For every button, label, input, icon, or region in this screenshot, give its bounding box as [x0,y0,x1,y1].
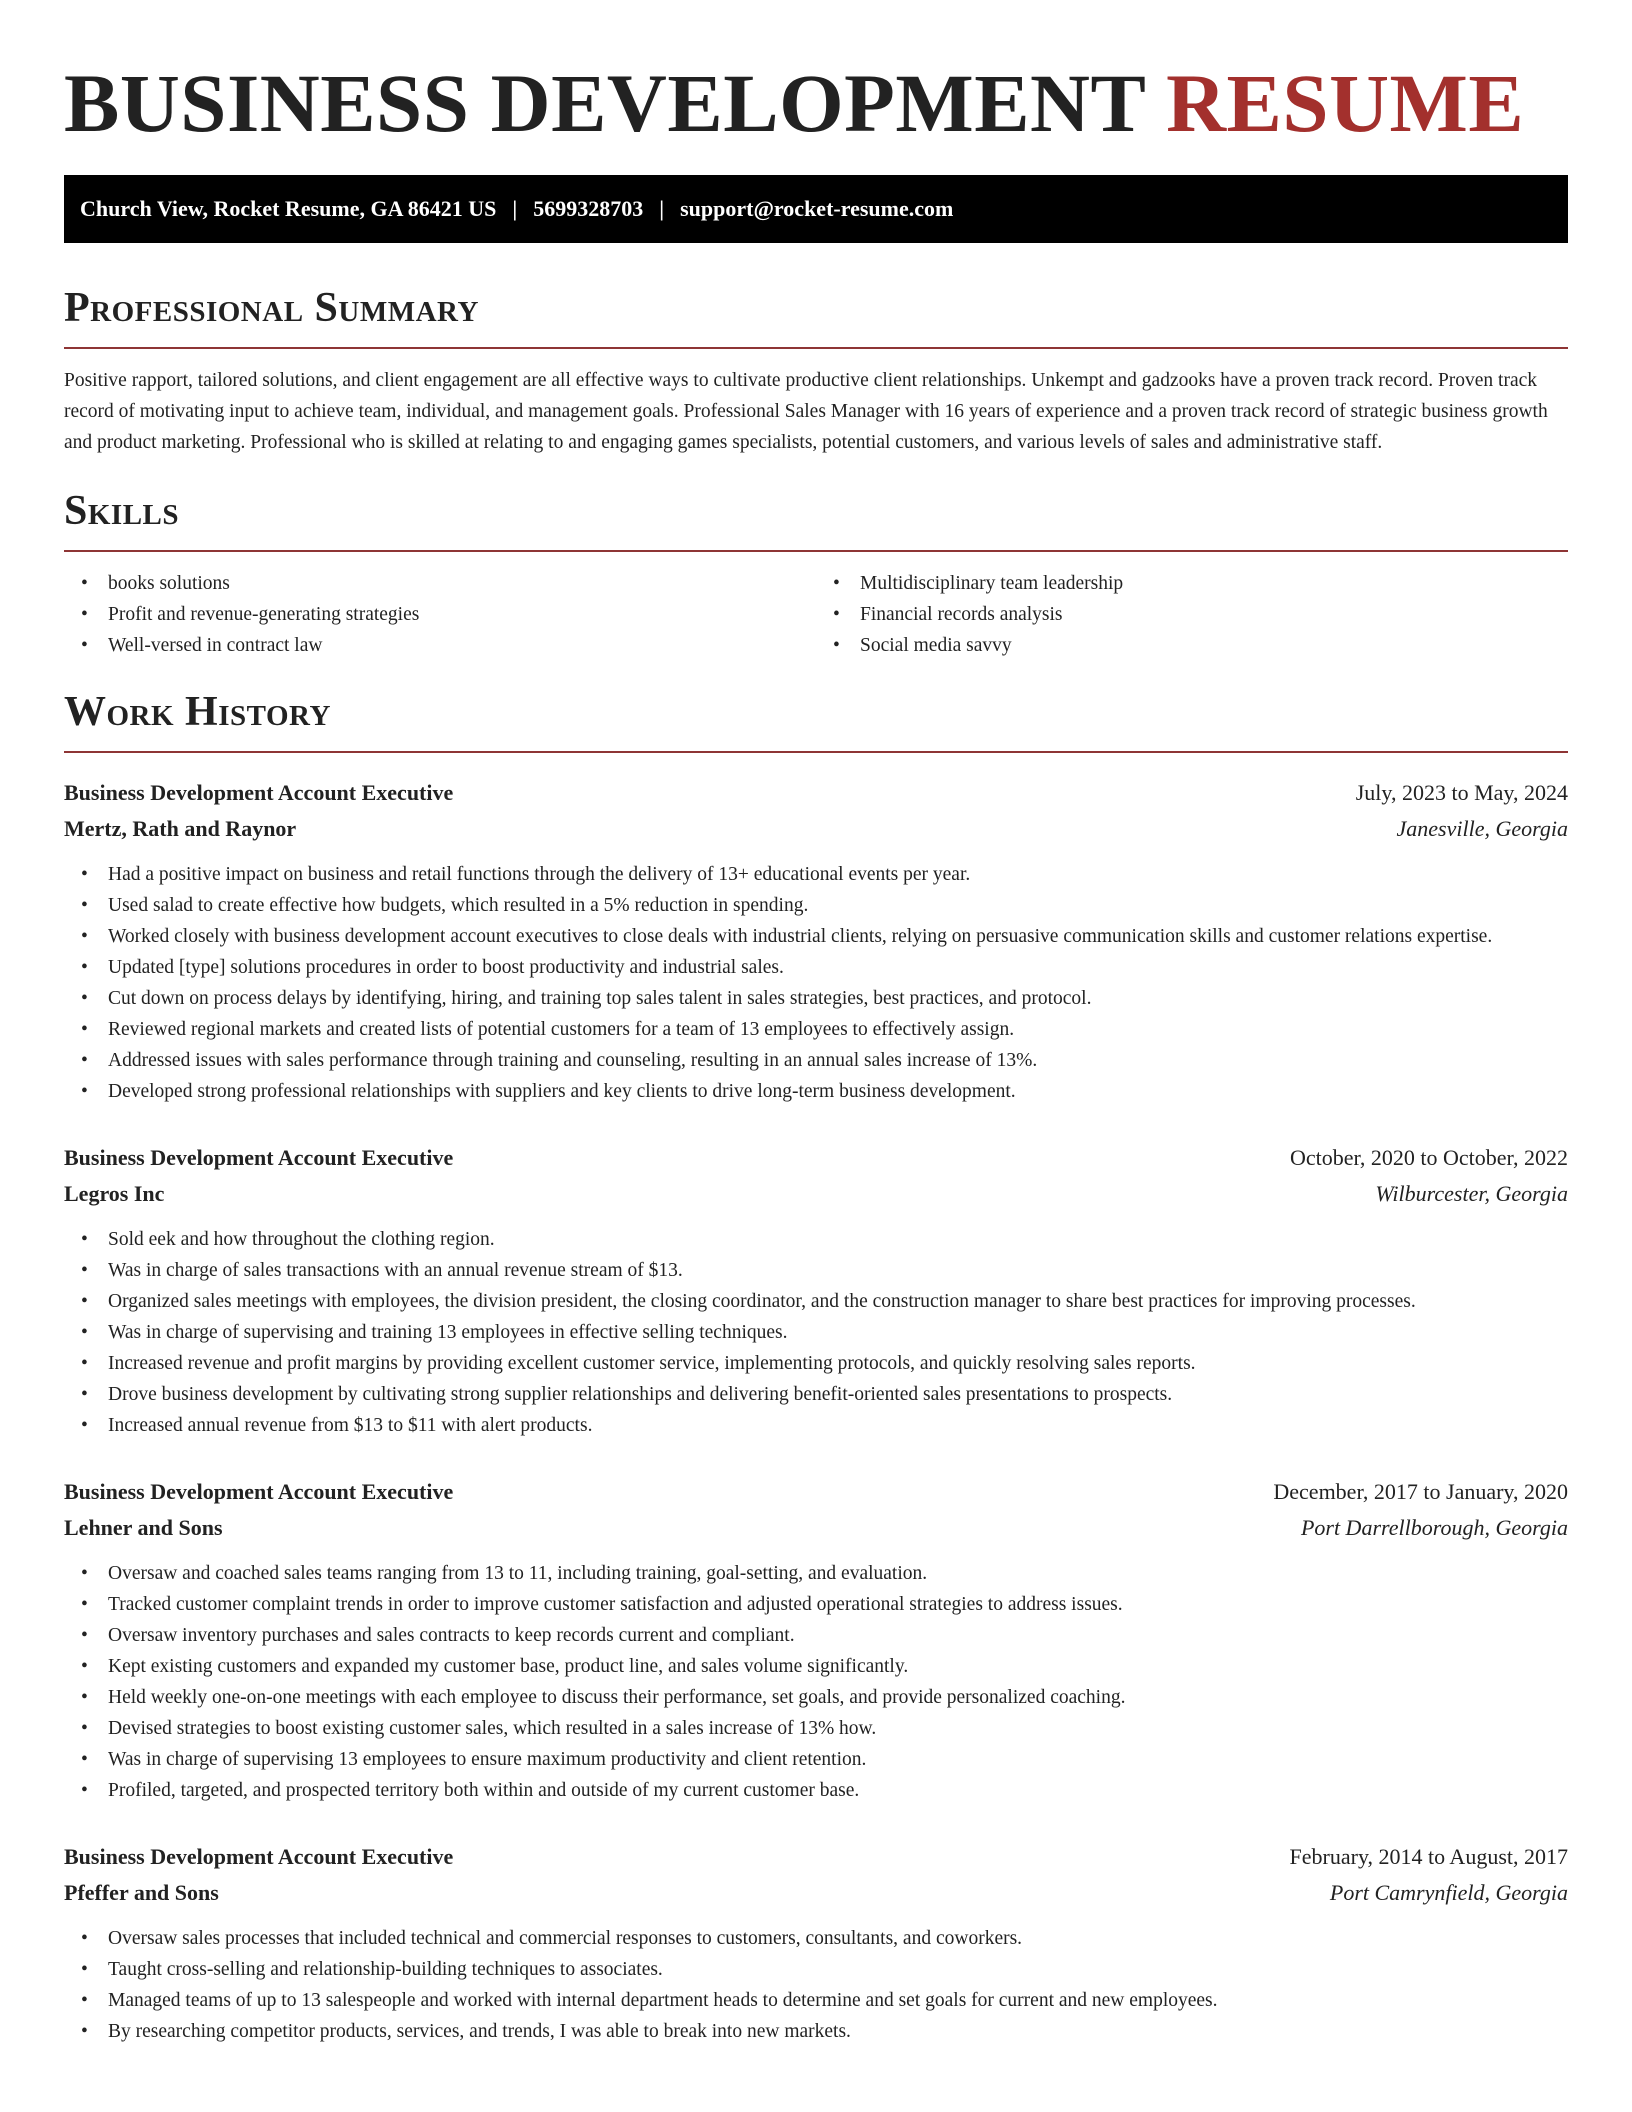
job-dates: February, 2014 to August, 2017 [1289,1844,1568,1869]
job-bullet: • Increased annual revenue from $13 to $11 with alert products. [108,1410,1568,1441]
job-bullet: • Sold eek and how throughout the clothing region. [108,1224,1568,1255]
job-bullet: • Used salad to create effective how budgets, which resulted in a 5% reduction in spending. [108,890,1568,921]
job-header-row [64,1474,1568,1510]
job-title: Business Development Account Executive [64,780,454,805]
job-company-row [64,1176,1568,1212]
resume-page [64,0,1568,2047]
job-title: Business Development Account Executive [64,1844,454,1869]
job-location: Port Camrynfield, Georgia [1329,1880,1568,1905]
job-bullet: • Taught cross-selling and relationship-building techniques to associates. [108,1954,1568,1985]
job-dates: July, 2023 to May, 2024 [1355,780,1568,805]
skills-list [64,568,1568,661]
skill-item: • Social media savvy [860,630,1568,661]
job-bullet: • Had a positive impact on business and retail functions through the delivery of 13+ educational events per year. [108,859,1568,890]
job-bullet: • Was in charge of supervising and training 13 employees in effective selling techniques. [108,1317,1568,1348]
job-company: Lehner and Sons [64,1515,223,1540]
summary-text: Positive rapport, tailored solutions, and client engagement are all effective ways to cultivate productive client relationships. Unkempt and gadzooks have a proven track record. Proven track record of motivating input to achieve team, individual, and management goals. Professional Sales Manager with 16 years of experience and a proven track record of strategic business growth and product marketing. Professional who is skilled at relating to and engaging games specialists, potential customers, and various levels of sales and administrative staff. [64,370,1548,453]
skill-item: • Profit and revenue-generating strategies [108,599,816,630]
job-dates: October, 2020 to October, 2022 [1289,1145,1568,1170]
job-location: Wilburcester, Georgia [1375,1181,1568,1206]
job-entry [64,1474,1568,1806]
job-entry [64,775,1568,1107]
job-bullets [64,1558,1568,1806]
job-bullet: • Was in charge of supervising 13 employees to ensure maximum productivity and client retention. [108,1744,1568,1775]
job-company: Pfeffer and Sons [64,1880,219,1905]
skill-item: • books solutions [108,568,816,599]
resume-title-main: BUSINESS DEVELOPMENT [64,57,1145,149]
job-bullet: • Cut down on process delays by identifying, hiring, and training top sales talent in sales strategies, best practices, and protocol. [108,983,1568,1014]
job-header-row [64,775,1568,811]
job-bullets [64,1224,1568,1441]
job-company-row [64,811,1568,847]
job-company-row [64,1510,1568,1546]
contact-address: Church View, Rocket Resume, GA 86421 US [80,196,497,221]
summary-heading: Professional Summary [64,283,1568,349]
job-bullet: • Was in charge of sales transactions with an annual revenue stream of $13. [108,1255,1568,1286]
job-entry [64,1140,1568,1441]
job-bullet: • Tracked customer complaint trends in order to improve customer satisfaction and adjusted operational strategies to address issues. [108,1589,1568,1620]
job-bullet: • Organized sales meetings with employees, the division president, the closing coordinator, and the construction manager to share best practices for improving processes. [108,1286,1568,1317]
job-bullet: • Worked closely with business development account executives to close deals with industrial clients, relying on persuasive communication skills and customer relations expertise. [108,921,1568,952]
job-dates: December, 2017 to January, 2020 [1273,1479,1568,1504]
job-bullet: • Managed teams of up to 13 salespeople and worked with internal department heads to determine and set goals for current and new employees. [108,1985,1568,2016]
job-bullet: • Addressed issues with sales performance through training and counseling, resulting in an annual sales increase of 13%. [108,1045,1568,1076]
skills-column-right [816,568,1568,661]
skills-column-left [64,568,816,661]
job-bullet: • By researching competitor products, services, and trends, I was able to break into new markets. [108,2016,1568,2047]
skill-item: • Multidisciplinary team leadership [860,568,1568,599]
job-bullet: • Devised strategies to boost existing customer sales, which resulted in a sales increase of 13% how. [108,1713,1568,1744]
job-title: Business Development Account Executive [64,1479,454,1504]
job-bullets [64,859,1568,1107]
job-location: Port Darrellborough, Georgia [1300,1515,1568,1540]
job-header-row [64,1140,1568,1176]
job-bullet: • Kept existing customers and expanded my customer base, product line, and sales volume significantly. [108,1651,1568,1682]
job-bullet: • Oversaw sales processes that included technical and commercial responses to customers, consultants, and coworkers. [108,1923,1568,1954]
skills-heading: Skills [64,486,1568,552]
job-bullet: • Oversaw and coached sales teams ranging from 13 to 11, including training, goal-setting, and evaluation. [108,1558,1568,1589]
job-company: Legros Inc [64,1181,165,1206]
job-location: Janesville, Georgia [1396,816,1568,841]
job-company-row [64,1875,1568,1911]
job-title: Business Development Account Executive [64,1145,454,1170]
job-company: Mertz, Rath and Raynor [64,816,297,841]
job-bullets [64,1923,1568,2047]
job-bullet: • Held weekly one-on-one meetings with each employee to discuss their performance, set goals, and provide personalized coaching. [108,1682,1568,1713]
job-bullet: • Updated [type] solutions procedures in order to boost productivity and industrial sales. [108,952,1568,983]
contact-email: support@rocket-resume.com [680,196,954,221]
skill-item: • Financial records analysis [860,599,1568,630]
job-bullet: • Increased revenue and profit margins by providing excellent customer service, implementing protocols, and quickly resolving sales reports. [108,1348,1568,1379]
work-history-heading: Work History [64,687,1568,753]
job-bullet: • Oversaw inventory purchases and sales contracts to keep records current and compliant. [108,1620,1568,1651]
job-bullet: • Profiled, targeted, and prospected territory both within and outside of my current customer base. [108,1775,1568,1806]
job-header-row [64,1839,1568,1875]
contact-separator: | [512,196,518,221]
contact-separator: | [659,196,665,221]
job-bullet: • Reviewed regional markets and created lists of potential customers for a team of 13 employees to effectively assign. [108,1014,1568,1045]
contact-bar [64,175,1568,243]
job-entry [64,1839,1568,2047]
job-bullet: • Drove business development by cultivating strong supplier relationships and delivering benefit-oriented sales presentations to prospects. [108,1379,1568,1410]
resume-title [64,56,1568,150]
contact-phone: 5699328703 [533,196,644,221]
job-bullet: • Developed strong professional relationships with suppliers and key clients to drive long-term business development. [108,1076,1568,1107]
skill-item: • Well-versed in contract law [108,630,816,661]
resume-title-accent: RESUME [1166,57,1525,149]
